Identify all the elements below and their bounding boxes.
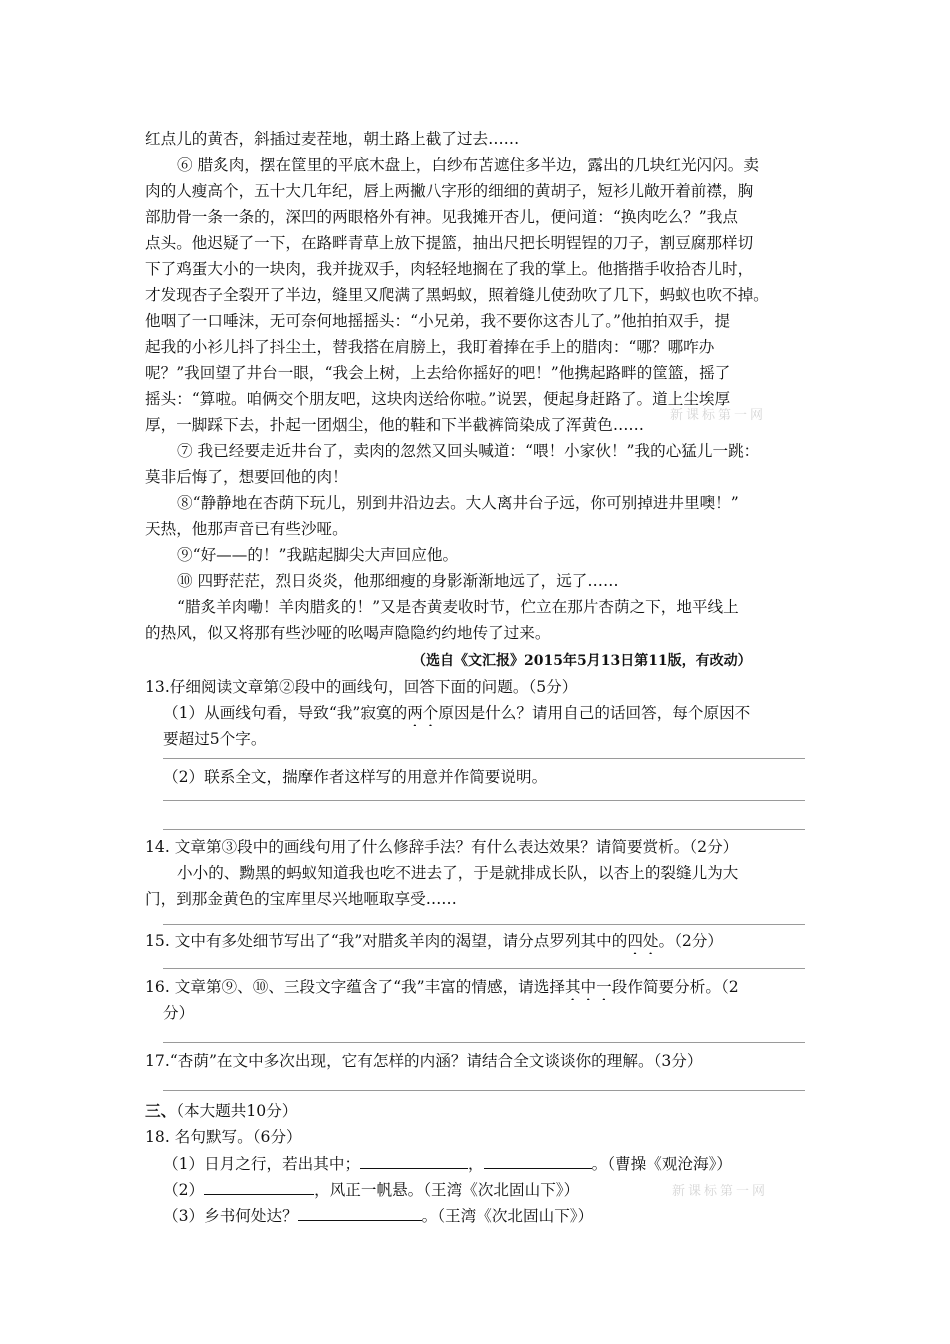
answer-line[interactable]	[163, 924, 805, 925]
question-17: 17.“杏荫”在文中多次出现，它有怎样的内涵？请结合全文谈谈你的理解。（3分）	[145, 1052, 703, 1070]
question-16	[145, 974, 815, 1000]
text-line: 下了鸡蛋大小的一块肉，我并拢双手，肉轻轻地搁在了我的掌上。他揩揩手收拾杏儿时，	[145, 260, 754, 278]
q18-i2-text: （2）	[163, 1181, 205, 1199]
q18-i1-text: （1）日月之行，若出其中；	[163, 1155, 361, 1173]
q13-p1-text-end: 原因是什么？请用自己的话回答，每个原因不	[438, 704, 751, 722]
answer-line[interactable]	[163, 829, 805, 830]
text-line: 部肋骨一条一条的，深凹的两眼格外有神。见我摊开杏儿，便问道：“换肉吃么？”我点	[145, 208, 738, 226]
q16-text-end: 段作简要分析。（2	[611, 978, 739, 996]
section-3-note: （本大题共10分）	[176, 1102, 298, 1120]
question-18-item-3	[163, 1202, 813, 1228]
text-line: 摇头：“算啦。咱俩交个朋友吧，这块肉送给你啦。”说罢，便起身赶路了。道上尘埃厚	[145, 390, 731, 408]
watermark: 新课标第一网	[672, 1184, 769, 1199]
text-line: 呢？”我回望了井台一眼，“我会上树，上去给你摇好的吧！”他携起路畔的筐篮，摇了	[145, 364, 731, 382]
text-line: 厚，一脚踩下去，扑起一团烟尘，他的鞋和下半截裤筒染成了浑黄色……	[145, 416, 645, 434]
q13-emphasis: 两个	[407, 704, 439, 722]
closing-paragraph-line: “腊炙羊肉嘞！羊肉腊炙的！”又是杏黄麦收时节，伫立在那片杏荫之下，地平线上	[177, 598, 739, 616]
paragraph-10-line: ⑩ 四野茫茫，烈日炎炎，他那细瘦的身影渐渐地远了，远了……	[177, 572, 619, 590]
section-3-heading	[145, 1098, 815, 1124]
q16-emphasis: 其中一	[564, 978, 612, 996]
question-16-cont: 分）	[163, 1004, 195, 1022]
answer-line[interactable]	[163, 1090, 805, 1091]
question-18-title: 18. 名句默写。（6分）	[145, 1128, 302, 1146]
q18-i2-text-end: ，风正一帆悬。（王湾《次北固山下》）	[314, 1181, 580, 1199]
paragraph-6-line: ⑥ 腊炙肉，摆在筐里的平底木盘上，白纱布苫遮住多半边，露出的几块红光闪闪。卖	[177, 156, 759, 174]
question-13-part-1-cont: 要超过5个字。	[163, 730, 267, 748]
answer-line[interactable]	[163, 800, 805, 801]
text-line: 才发现杏子全裂开了半边，缝里又爬满了黑蚂蚁，照着缝儿使劲吹了几下，蚂蚁也吹不掉。	[145, 286, 769, 304]
paragraph-8-line: ⑧“静静地在杏荫下玩儿，别到井沿边去。大人离井台子远，你可别掉进井里噢！”	[177, 494, 739, 512]
q18-i3-text-end: 。（王湾《次北固山下》）	[421, 1207, 594, 1225]
source-citation: （选自《文汇报》2015年5月13日第11版，有改动）	[412, 653, 752, 669]
question-15	[145, 928, 815, 954]
question-18-item-1	[163, 1150, 813, 1176]
q13-p1-text: （1）从画线句看，导致“我”寂寞的	[163, 704, 408, 722]
question-13-part-2: （2）联系全文，揣摩作者这样写的用意并作简要说明。	[163, 768, 548, 786]
text-line: 红点儿的黄杏，斜插过麦茬地，朝土路上截了过去……	[145, 130, 520, 148]
answer-line[interactable]	[163, 1042, 805, 1043]
q15-text-end: 。（2分）	[658, 932, 724, 950]
text-line: 的热风，似又将那有些沙哑的吆喝声隐隐约约地传了过来。	[145, 624, 551, 642]
q18-i1-source: 。（曹操《观沧海》）	[591, 1155, 732, 1173]
text-line: 天热，他那声音已有些沙哑。	[145, 520, 348, 538]
answer-line[interactable]	[163, 968, 805, 969]
question-14-quote-cont: 门，到那金黄色的宝库里尽兴地咂取享受……	[145, 890, 457, 908]
q16-text: 16. 文章第⑨、⑩、三段文字蕴含了“我”丰富的情感，请选择	[145, 978, 565, 996]
text-line: 肉的人瘦高个，五十大几年纪，唇上两撇八字形的细细的黄胡子，短衫儿敞开着前襟，胸	[145, 182, 754, 200]
q15-emphasis: 四处	[627, 932, 659, 950]
text-line: 起我的小衫儿抖了抖尘土，替我搭在肩膀上，我盯着捧在手上的腊肉：“哪？哪咋办	[145, 338, 715, 356]
q18-i1-comma: ，	[468, 1155, 484, 1173]
q15-text: 15. 文中有多处细节写出了“我”对腊炙羊肉的渴望，请分点罗列其中的	[145, 932, 628, 950]
section-3-label: 三、	[145, 1101, 177, 1120]
fill-blank[interactable]	[484, 1150, 592, 1169]
watermark: 新课标第一网	[670, 408, 767, 423]
question-14-quote: 小小的、黝黑的蚂蚁知道我也吃不进去了，于是就排成长队，以杏上的裂缝儿为大	[177, 864, 739, 882]
text-line: 点头。他迟疑了一下，在路畔青草上放下提篮，抽出尺把长明锃锃的刀子，割豆腐那样切	[145, 234, 754, 252]
fill-blank[interactable]	[204, 1176, 314, 1195]
paragraph-9-line: ⑨“好——的！”我踮起脚尖大声回应他。	[177, 546, 459, 564]
q18-i3-text: （3）乡书何处达？	[163, 1207, 298, 1225]
question-13-part-1	[163, 700, 813, 726]
paragraph-7-line: ⑦ 我已经要走近井台了，卖肉的忽然又回头喊道：“喂！小家伙！”我的心猛儿一跳：	[177, 442, 760, 460]
fill-blank[interactable]	[298, 1202, 422, 1221]
text-line: 他咽了一口唾沫，无可奈何地摇摇头：“小兄弟，我不要你这杏儿了。”他拍拍双手，提	[145, 312, 731, 330]
question-14-title: 14. 文章第③段中的画线句用了什么修辞手法？有什么表达效果？请简要赏析。（2分）	[145, 838, 739, 856]
fill-blank[interactable]	[360, 1150, 468, 1169]
answer-line[interactable]	[163, 758, 805, 759]
text-line: 莫非后悔了，想要回他的肉！	[145, 468, 348, 486]
question-13-title: 13.仔细阅读文章第②段中的画线句，回答下面的问题。（5分）	[145, 678, 578, 696]
